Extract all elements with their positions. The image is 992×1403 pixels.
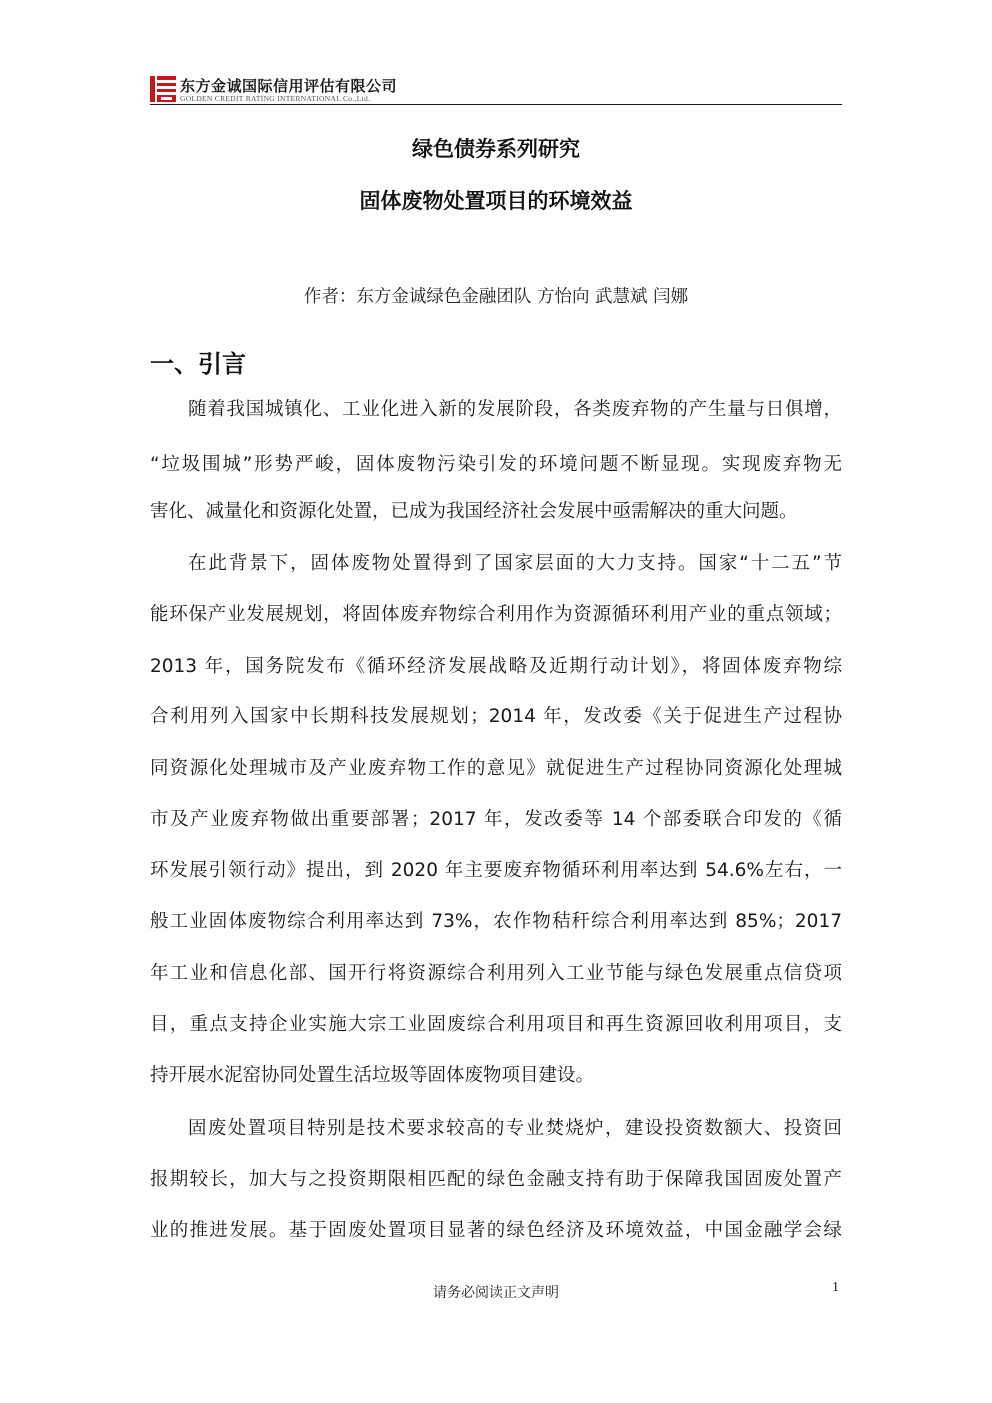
document-title-line1: 绿色债券系列研究 [412,137,580,161]
body-line: 固废处置项目特别是技术要求较高的专业焚烧炉，建设投资数额大、投资回 [188,1118,842,1139]
body-line: 般工业固体废物综合利用率达到 73%，农作物秸秆综合利用率达到 85%；2017 [150,911,842,932]
section-heading: 一、引言 [150,350,246,378]
body-line: 同资源化处理城市及产业废弃物工作的意见》就促进生产过程协同资源化处理城 [150,758,842,779]
author-line: 作者：东方金诚绿色金融团队 方怡向 武慧斌 闫娜 [303,287,689,307]
body-line: 持开展水泥窑协同处置生活垃圾等固体废物项目建设。 [150,1065,595,1086]
body-line: 业的推进发展。基于固废处置项目显著的绿色经济及环境效益，中国金融学会绿 [150,1220,842,1241]
company-name-en: GOLDEN CREDIT RATING INTERNATIONAL Co.,Ltd. [180,94,371,103]
document-title-line2: 固体废物处置项目的环境效益 [359,189,633,213]
body-line: 报期较长，加大与之投资期限相匹配的绿色金融支持有助于保障我国固废处置产 [150,1169,842,1190]
company-logo-icon [150,76,176,102]
body-line: 年工业和信息化部、国开行将资源综合利用列入工业节能与绿色发展重点信贷项 [150,963,842,984]
body-line: 在此背景下，固体废物处置得到了国家层面的大力支持。国家“十二五”节 [188,553,842,574]
body-line: 目，重点支持企业实施大宗工业固废综合利用项目和再生资源回收利用项目，支 [150,1014,842,1035]
page-header [150,68,842,106]
body-line: 能环保产业发展规划，将固体废弃物综合利用作为资源循环利用产业的重点领域； [150,604,842,625]
company-name-cn: 东方金诚国际信用评估有限公司 [180,77,398,95]
body-line: 2013 年，国务院发布《循环经济发展战略及近期行动计划》，将固体废弃物综 [150,656,842,677]
body-line: 市及产业废弃物做出重要部署；2017 年，发改委等 14 个部委联合印发的《循 [150,809,842,830]
body-line: “垃圾围城”形势严峻，固体废物污染引发的环境问题不断显现。实现废弃物无 [150,454,842,475]
body-line: 合利用列入国家中长期科技发展规划；2014 年，发改委《关于促进生产过程协 [150,706,842,727]
page-number: 1 [832,1280,839,1295]
footer-disclaimer: 请务必阅读正文声明 [433,1285,559,1301]
body-line: 害化、减量化和资源化处置，已成为我国经济社会发展中亟需解决的重大问题。 [150,501,798,522]
header-divider [150,104,842,105]
body-line: 环发展引领行动》提出，到 2020 年主要废弃物循环利用率达到 54.6%左右，一 [150,860,842,881]
body-line: 随着我国城镇化、工业化进入新的发展阶段，各类废弃物的产生量与日俱增， [188,399,842,420]
